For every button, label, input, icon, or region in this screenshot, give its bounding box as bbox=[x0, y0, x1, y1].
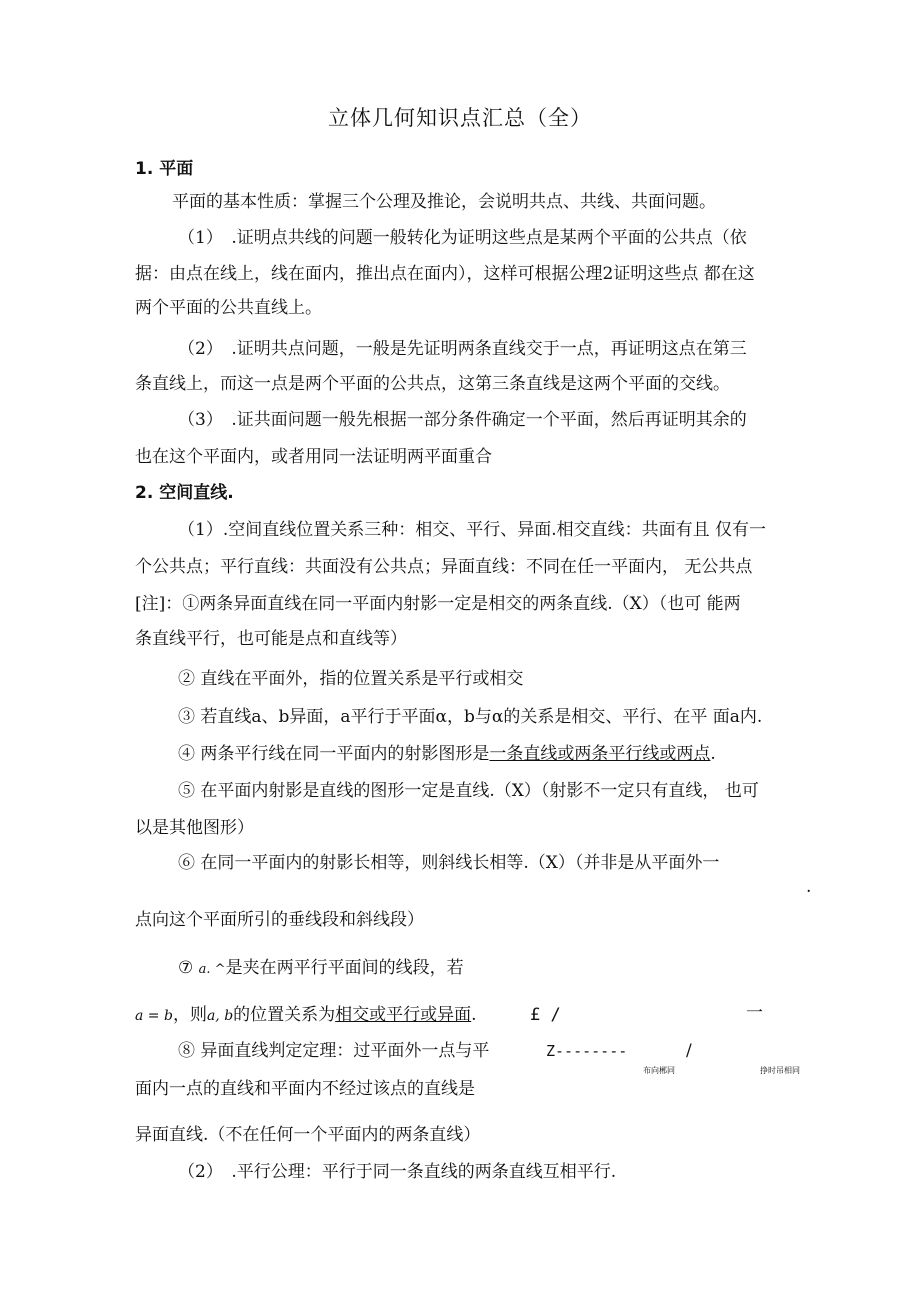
item2-line2: 条直线上，而这一点是两个平面的公共点，这第三条直线是这两个平面的交线。 bbox=[135, 374, 730, 394]
note-item7-answer: 相交或平行或异面 bbox=[335, 1005, 472, 1025]
figure-caption-right: 挣时吊相同 bbox=[760, 1066, 800, 1075]
section-heading-plane: 1. 平面 bbox=[135, 159, 194, 179]
page-title: 立体几何知识点汇总（全） bbox=[328, 106, 592, 130]
figure-mark-1: £ / bbox=[530, 1005, 561, 1025]
note-item7-condition: a = b bbox=[135, 1008, 173, 1024]
item1-line2: 据：由点在线上，线在面内，推出点在面内），这样可根据公理2证明这些点 都在这 bbox=[135, 264, 755, 284]
note-item7-then: ，则 bbox=[172, 1005, 207, 1025]
note-item6-dot: . bbox=[806, 877, 812, 897]
item2-line1: （2） .证明共点问题，一般是先证明两条直线交于一点，再证明这点在第三 bbox=[178, 339, 747, 359]
note-item7-vars: a, b bbox=[206, 1008, 234, 1024]
note-item6-line1: ⑥ 在同一平面内的射影长相等，则斜线长相等.（X）（并非是从平面外一 bbox=[178, 853, 720, 873]
note-item7-relation: 的位置关系为 bbox=[233, 1005, 336, 1025]
note-item8-line1: ⑧ 异面直线判定定理：过平面外一点与平 bbox=[178, 1041, 490, 1061]
section-heading-lines: 2. 空间直线. bbox=[135, 483, 234, 503]
note-item4 bbox=[178, 743, 716, 765]
item3-line1: （3） .证共面问题一般先根据一部分条件确定一个平面，然后再证明其余的 bbox=[178, 410, 747, 430]
sec2-item2: （2） .平行公理：平行于同一条直线的两条直线互相平行. bbox=[178, 1162, 617, 1182]
note-line1: [注]：①两条异面直线在同一平面内射影一定是相交的两条直线.（X）（也可 能两 bbox=[135, 594, 741, 614]
note-item4-prefix: ④ 两条平行线在同一平面内的射影图形是 bbox=[178, 744, 490, 764]
note-item7-line1 bbox=[178, 957, 464, 981]
note-item7-line2 bbox=[135, 1004, 477, 1027]
figure-mark-z: Z-------- bbox=[546, 1042, 628, 1060]
note-item7-text: 是夹在两平行平面间的线段，若 bbox=[225, 958, 464, 978]
item3-line2: 也在这个平面内，或者用同一法证明两平面重合 bbox=[135, 447, 492, 467]
note-item6-line2: 点向这个平面所引的垂线段和斜线段） bbox=[135, 910, 424, 930]
item1-line1: （1） .证明点共线的问题一般转化为证明这些点是某两个平面的公共点（依 bbox=[178, 228, 747, 248]
note-item2: ② 直线在平面外，指的位置关系是平行或相交 bbox=[178, 669, 524, 689]
note-item3: ③ 若直线a、b异面，a平行于平面α，b与α的关系是相交、平行、在平 面a内. bbox=[178, 707, 763, 727]
note-item5-line2: 以是其他图形） bbox=[135, 818, 254, 838]
note-line2: 条直线平行，也可能是点和直线等） bbox=[135, 629, 407, 649]
paragraph-intro: 平面的基本性质：掌握三个公理及推论，会说明共点、共线、共面问题。 bbox=[172, 192, 716, 212]
note-item4-suffix: . bbox=[710, 744, 716, 764]
note-item5-line1: ⑤ 在平面内射影是直线的图形一定是直线.（X）（射影不一定只有直线， 也可 bbox=[178, 781, 759, 801]
note-item8-line2: 面内一点的直线和平面内不经过该点的直线是 bbox=[135, 1079, 475, 1099]
figure-mark-slash: / bbox=[686, 1041, 692, 1061]
note-item7-prefix: ⑦ bbox=[178, 958, 199, 978]
note-item8-line3: 异面直线.（不在任何一个平面内的两条直线） bbox=[135, 1125, 481, 1145]
figure-caption-left: 布向郴同 bbox=[643, 1066, 675, 1075]
sec2-item1-line1: （1）.空间直线位置关系三种：相交、平行、异面.相交直线：共面有且 仅有一 bbox=[178, 520, 767, 540]
item1-line3: 两个平面的公共直线上。 bbox=[135, 298, 322, 318]
figure-mark-2: 一 bbox=[746, 1003, 763, 1023]
note-item7-end: . bbox=[471, 1005, 477, 1025]
sec2-item1-line2: 个公共点；平行直线：共面没有公共点；异面直线：不同在任一平面内， 无公共点 bbox=[135, 557, 753, 577]
note-item7-segment-symbol: a. ^ bbox=[198, 962, 226, 977]
note-item4-answer: 一条直线或两条平行线或两点 bbox=[489, 744, 711, 764]
